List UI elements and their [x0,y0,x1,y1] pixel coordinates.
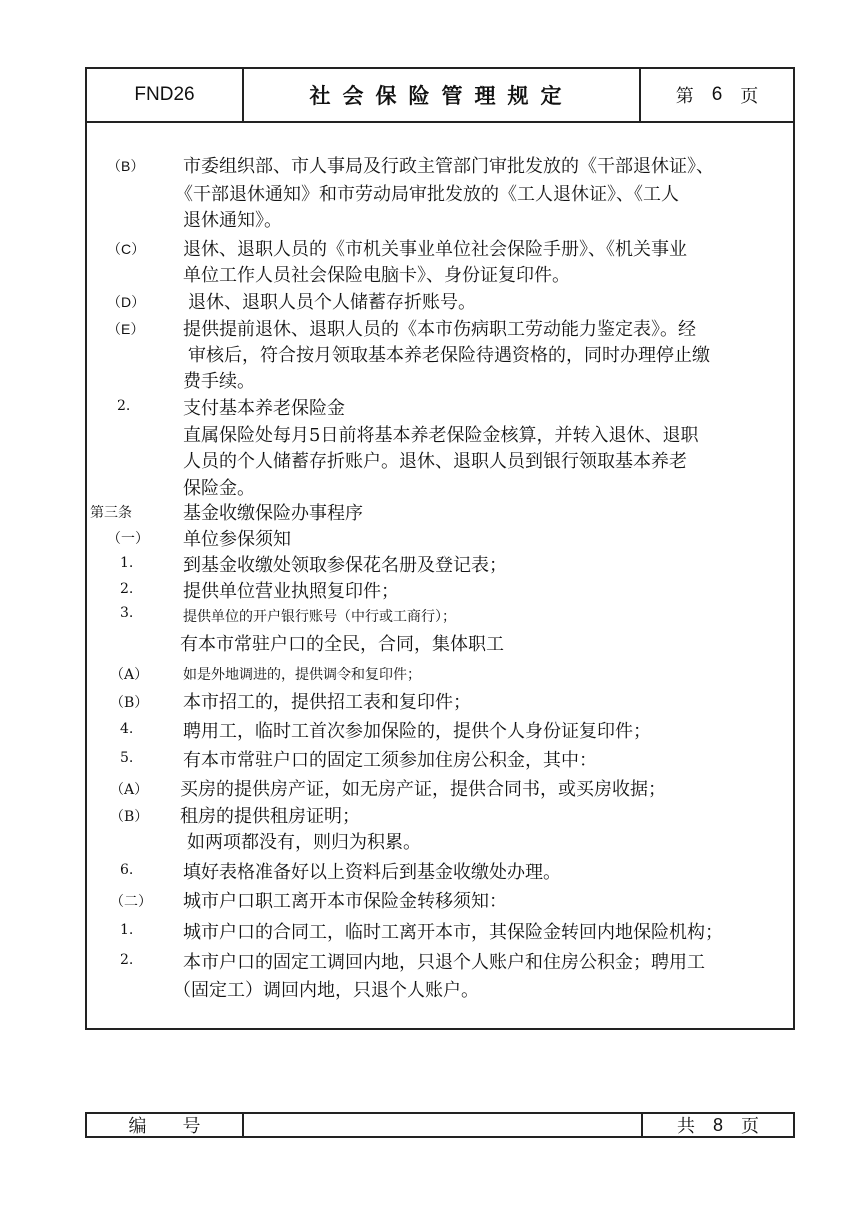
item-label: （B） [110,695,149,711]
item-text: 保险金。 [183,478,255,499]
item-text: 单位工作人员社会保险电脑卡》、身份证复印件。 [183,265,570,286]
item-label: 1. [120,922,134,938]
item-text: 租房的提供租房证明； [180,806,360,827]
item-text: 单位参保须知 [183,529,291,550]
item-label: 2. [120,581,134,597]
total-suffix: 页 [741,1116,759,1137]
item-text: 退休通知》。 [183,210,282,231]
serial-number-label [87,1114,244,1136]
item-label: （D） [107,294,146,310]
item-text: 审核后，符合按月领取基本养老保险待遇资格的，同时办理停止缴 [188,345,710,366]
item-label: 2. [120,952,134,968]
item-text: 城市户口的合同工，临时工离开本市，其保险金转回内地保险机构； [183,922,723,943]
item-text: 如是外地调进的，提供调令和复印件； [183,667,421,683]
item-text: 本市户口的固定工调回内地，只退个人账户和住房公积金；聘用工 [183,952,705,973]
item-label: （E） [107,321,145,337]
serial-label-2: 号 [182,1116,201,1137]
item-label: 4. [120,721,134,737]
item-text: 提供单位的开户银行账号（中行或工商行）； [183,609,456,625]
item-text: 支付基本养老保险金 [183,398,345,419]
item-label: 5. [120,750,134,766]
item-text: 有本市常驻户口的固定工须参加住房公积金，其中： [183,750,597,771]
item-label: 3. [120,605,134,621]
item-text: 城市户口职工离开本市保险金转移须知： [183,891,507,912]
item-text: 到基金收缴处领取参保花名册及登记表； [183,555,507,576]
item-text: 有本市常驻户口的全民，合同，集体职工 [180,634,504,655]
item-text: 人员的个人储蓄存折账户。退休、退职人员到银行领取基本养老 [183,451,687,472]
item-label: （A） [110,667,149,683]
item-text: 基金收缴保险办事程序 [183,503,363,524]
item-text: 直属保险处每月5日前将基本养老保险金核算，并转入退休、退职 [183,425,699,446]
total-prefix: 共 [676,1116,695,1137]
total-pages [641,1114,793,1136]
item-text: 市委组织部、市人事局及行政主管部门审批发放的《干部退休证》、 [183,156,714,177]
total-number: 8 [712,1114,723,1135]
item-text: （固定工）调回内地，只退个人账户。 [173,980,479,1001]
serial-label-1: 编 [128,1116,147,1137]
item-label: 1. [120,555,134,571]
footer-table [85,1112,795,1138]
item-label: （A） [110,782,149,798]
item-text: 本市招工的，提供招工表和复印件； [183,692,471,713]
doc-code: FND26 [87,69,244,121]
item-label: （B） [110,809,149,825]
item-label: （C） [107,241,146,257]
page-prefix: 第 [675,86,694,107]
item-text: 聘用工，临时工首次参加保险的，提供个人身份证复印件； [183,721,651,742]
item-text: 如两项都没有，则归为积累。 [187,832,421,853]
item-text: 《干部退休通知》和市劳动局审批发放的《工人退休证》、《工人 [175,184,679,205]
doc-title: 社会保险管理规定 [244,69,641,121]
page-number: 6 [711,84,723,105]
item-text: 费手续。 [183,371,255,392]
item-text: 提供提前退休、退职人员的《本市伤病职工劳动能力鉴定表》。经 [183,319,696,340]
item-label: （二） [110,894,152,910]
item-label: （一） [107,531,149,547]
item-label: 第三条 [90,505,132,521]
item-label: （B） [107,158,145,174]
page-suffix: 页 [740,86,759,107]
item-text: 提供单位营业执照复印件； [183,581,399,602]
item-text: 买房的提供房产证，如无房产证，提供合同书，或买房收据； [180,779,666,800]
item-text: 退休、退职人员个人储蓄存折账号。 [188,292,476,313]
item-label: 6. [120,862,134,878]
item-text: 退休、退职人员的《市机关事业单位社会保险手册》、《机关事业 [183,239,687,260]
item-text: 填好表格准备好以上资料后到基金收缴处办理。 [183,862,561,883]
item-label: 2. [117,398,131,414]
